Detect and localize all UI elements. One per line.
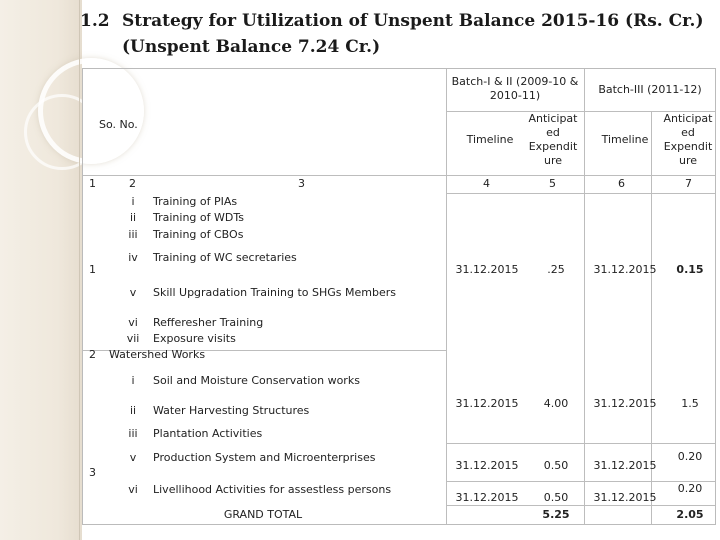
- anticipated-text: Expendit: [663, 140, 713, 153]
- anticipated-text: ure: [543, 154, 563, 167]
- item-label: Production System and Microenterprises: [153, 451, 376, 464]
- timeline-header-1: Timeline: [466, 133, 514, 146]
- strategy-table: [82, 68, 716, 525]
- item-sub: iii: [128, 427, 138, 440]
- item-sub: i: [131, 195, 135, 208]
- item-label: Training of WDTs: [153, 211, 244, 224]
- title-line-1: Strategy for Utilization of Unspent Balance 2015-16 (Rs. Cr.): [122, 11, 704, 31]
- section-3-row-1-expenditure-1: 0.50: [543, 459, 569, 472]
- anticipated-header-2: [661, 112, 715, 168]
- item-sub: vi: [128, 483, 138, 496]
- row-divider: [446, 193, 715, 194]
- title-number: 1.2: [80, 11, 110, 31]
- section-3-row-2-expenditure-1: 0.50: [543, 491, 569, 504]
- section-1-expenditure-2: 0.15: [676, 263, 704, 276]
- section-number: 1: [89, 263, 96, 276]
- row-divider: [83, 175, 715, 176]
- grand-total-label: GRAND TOTAL: [223, 508, 303, 521]
- batch-1-2-header-line-1: Batch-I & II (2009-10 &: [451, 75, 579, 88]
- section-3-row-2-expenditure-2: 0.20: [677, 482, 703, 495]
- anticipated-text: ed: [681, 126, 695, 139]
- item-sub: ii: [129, 211, 137, 224]
- section-number: 2: [89, 348, 96, 361]
- grand-total-expenditure-2: 2.05: [676, 508, 704, 521]
- section-3-row-2-timeline-1: 31.12.2015: [455, 491, 519, 504]
- sno-header: So. No.: [99, 118, 138, 131]
- anticipated-text: Expendit: [528, 140, 578, 153]
- section-2-timeline-1: 31.12.2015: [455, 397, 519, 410]
- item-label: Training of PIAs: [153, 195, 238, 208]
- item-sub: ii: [129, 404, 137, 417]
- section-number: 3: [89, 466, 96, 479]
- batch-3-header: Batch-III (2011-12): [598, 83, 702, 96]
- anticipated-text: Anticipat: [528, 112, 578, 125]
- section-2-expenditure-2: 1.5: [681, 397, 699, 410]
- anticipated-header-1: [523, 112, 583, 168]
- row-divider: [446, 443, 715, 444]
- section-3-row-1-timeline-1: 31.12.2015: [455, 459, 519, 472]
- section-2-timeline-2: 31.12.2015: [593, 397, 657, 410]
- divider: [79, 0, 80, 540]
- item-sub: iv: [128, 251, 138, 264]
- section-3-row-1-expenditure-2: 0.20: [677, 450, 703, 463]
- anticipated-text: Anticipat: [663, 112, 713, 125]
- timeline-header-2: Timeline: [601, 133, 649, 146]
- item-label: Water Harvesting Structures: [153, 404, 310, 417]
- item-sub: vi: [128, 316, 138, 329]
- item-label: Refferesher Training: [153, 316, 264, 329]
- anticipated-text: ure: [678, 154, 698, 167]
- title-line-2: (Unspent Balance 7.24 Cr.): [122, 37, 381, 57]
- col-number: 7: [685, 177, 692, 190]
- item-label: Training of CBOs: [153, 228, 244, 241]
- section-1-timeline-1: 31.12.2015: [455, 263, 519, 276]
- section-1-timeline-2: 31.12.2015: [593, 263, 657, 276]
- row-divider: [446, 505, 715, 506]
- page-title: [80, 8, 704, 60]
- section-1-expenditure-1: .25: [547, 263, 565, 276]
- section-3-row-2-timeline-2: 31.12.2015: [593, 491, 657, 504]
- col-number: 6: [618, 177, 625, 190]
- col-number: 1: [89, 177, 96, 190]
- item-label: Training of WC secretaries: [153, 251, 297, 264]
- item-sub: vii: [126, 332, 140, 345]
- col-number: 5: [549, 177, 556, 190]
- batch-1-2-header-line-2: 2010-11): [489, 89, 541, 102]
- grand-total-expenditure-1: 5.25: [542, 508, 570, 521]
- anticipated-text: ed: [546, 126, 560, 139]
- col-number: 2: [129, 177, 136, 190]
- section-2-label: Watershed Works: [109, 348, 206, 361]
- item-sub: i: [131, 374, 135, 387]
- col-number: 3: [298, 177, 305, 190]
- item-label: Exposure visits: [153, 332, 236, 345]
- section-3-row-1-timeline-2: 31.12.2015: [593, 459, 657, 472]
- item-sub: v: [129, 286, 137, 299]
- item-label: Livellihood Activities for assestless persons: [153, 483, 392, 496]
- item-label: Soil and Moisture Conservation works: [153, 374, 360, 387]
- col-number: 4: [483, 177, 490, 190]
- batch-1-2-header: [447, 75, 583, 103]
- item-label: Plantation Activities: [153, 427, 263, 440]
- item-label: Skill Upgradation Training to SHGs Members: [153, 286, 397, 299]
- item-sub: iii: [128, 228, 138, 241]
- item-sub: v: [129, 451, 137, 464]
- section-2-expenditure-1: 4.00: [543, 397, 569, 410]
